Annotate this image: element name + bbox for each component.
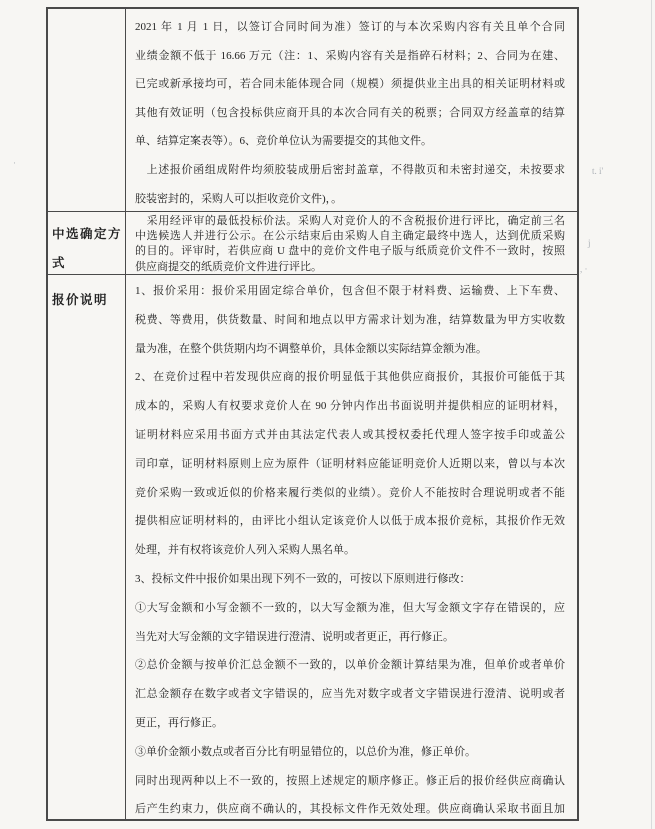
text-line: ①大写金额和小写金额不一致的，以大写金额为准，但大写金额文字存在错误的，应	[135, 601, 565, 614]
scan-edge-streak	[651, 0, 652, 829]
text-line: 2021 年 1 月 1 日，以签订合同时间为准）签订的与本次采购内容有关且单个合同	[135, 21, 565, 33]
text-line: 3、投标文件中报价如果出现下列不一致的，可按以下原则进行修改：	[135, 572, 471, 585]
text-line: 当先对大写金额的文字错误进行澄清、说明或者更正，再行修正。	[135, 630, 454, 643]
text-line: 汇总金额存在数字或者文字错误的，应当先对数字或者文字错误进行澄清、说明或者	[135, 688, 565, 701]
text-line: 采用经评审的最低投标价法。采购人对竞价人的不含税报价进行评比，确定前三名	[135, 215, 565, 227]
text-line: 处理，并有权将该竞价人列入采购人黑名单。	[135, 544, 355, 557]
text-line: 提供相应证明材料的，由评比小组认定该竞价人以低于成本报价竞标，其报价作无效	[135, 515, 565, 528]
text-line: 业绩金额不低于 16.66 万元（注：1、采购内容有关是指碎石材料；2、合同为在建、	[135, 49, 565, 62]
procurement-terms-table	[46, 7, 579, 821]
text-line: 司印章，证明材料原则上应为原件（证明材料应能证明竞价人近期以来，曾以与本次	[135, 457, 565, 470]
table-row-selection-method	[48, 211, 577, 274]
table-row-bid-attachment-requirements	[48, 9, 577, 211]
text-line: 更正，再行修正。	[135, 716, 223, 729]
text-line: 成本的，采购人有权要求竞价人在 90 分钟内作出书面说明并提供相应的证明材料，	[135, 400, 565, 413]
text-line: 中选候选人并进行公示。在公示结束后由采购人自主确定最终中选人，达到优质采购	[135, 230, 565, 243]
text-line: 同时出现两种以上不一致的，按照上述规定的顺序修正。修正后的报价经供应商确认	[135, 774, 565, 787]
row-label-cell-empty	[48, 9, 126, 211]
text-line: 税费、等费用，供货数量、时间和地点以甲方需求计划为准，结算数量为甲方实收数	[135, 313, 565, 326]
text-line: 已完或新承接均可，若合同未能体现合同（规模）须提供业主出具的相关证明材料或	[135, 78, 565, 91]
text-line: 证明材料应采用书面方式并由其法定代表人或其授权委托代理人签字按手印或盖公	[135, 428, 565, 441]
text-line: 供应商提交的纸质竞价文件进行评比。	[135, 260, 322, 273]
row-content-bid-attachment-requirements	[126, 9, 577, 211]
row-content-quotation-notes	[126, 275, 577, 819]
row-label-selection-method: 中选确定方式	[48, 212, 126, 274]
text-line: 的目的。评审时，若供应商 U 盘中的竞价文件电子版与纸质竞价文件不一致时，按照	[135, 245, 565, 258]
scan-artifact: j	[588, 238, 591, 248]
text-line: 量为准，在整个供货期内均不调整单价，具体金额以实际结算金额为准。	[135, 342, 487, 355]
text-line: 上述报价函组成附件均须胶装成册后密封盖章，不得散页和未密封递交，未按要求	[135, 163, 565, 176]
row-label-quotation-notes: 报价说明	[48, 275, 126, 819]
text-line: 竞价采购一致或近似的价格来履行类似的业绩）。竞价人不能按时合理说明或者不能	[135, 486, 565, 499]
text-line: 后产生约束力，供应商不确认的，其投标文件作无效处理。供应商确认采取书面且加	[135, 803, 565, 816]
text-line: 1、报价采用：报价采用固定综合单价，包含但不限于材料费、运输费、上下车费、	[135, 285, 565, 297]
row-content-selection-method	[126, 212, 577, 274]
table-row-quotation-notes	[48, 274, 577, 819]
text-line: ③单价金额小数点或者百分比有明显错位的，以总价为准，修正单价。	[135, 745, 476, 758]
scan-artifact: t. i'	[592, 166, 604, 176]
text-line: 2、在竞价过程中若发现供应商的报价明显低于其他供应商报价，其报价可能低于其	[135, 371, 565, 384]
text-line: 其他有效证明（包含投标供应商开具的本次合同有关的税票；合同双方经盖章的结算	[135, 106, 565, 119]
text-line: 单、结算定案表等）。6、竞价单位认为需要提交的其他文件。	[135, 135, 432, 148]
text-line: ②总价金额与按单价汇总金额不一致的，以单价金额计算结果为准，但单价或者单价	[135, 659, 565, 672]
scan-artifact: , ·	[580, 264, 588, 274]
text-line: 胶装密封的，采购人可以拒收竞价文件)，。	[135, 192, 343, 205]
scan-artifact: ·	[13, 158, 16, 168]
